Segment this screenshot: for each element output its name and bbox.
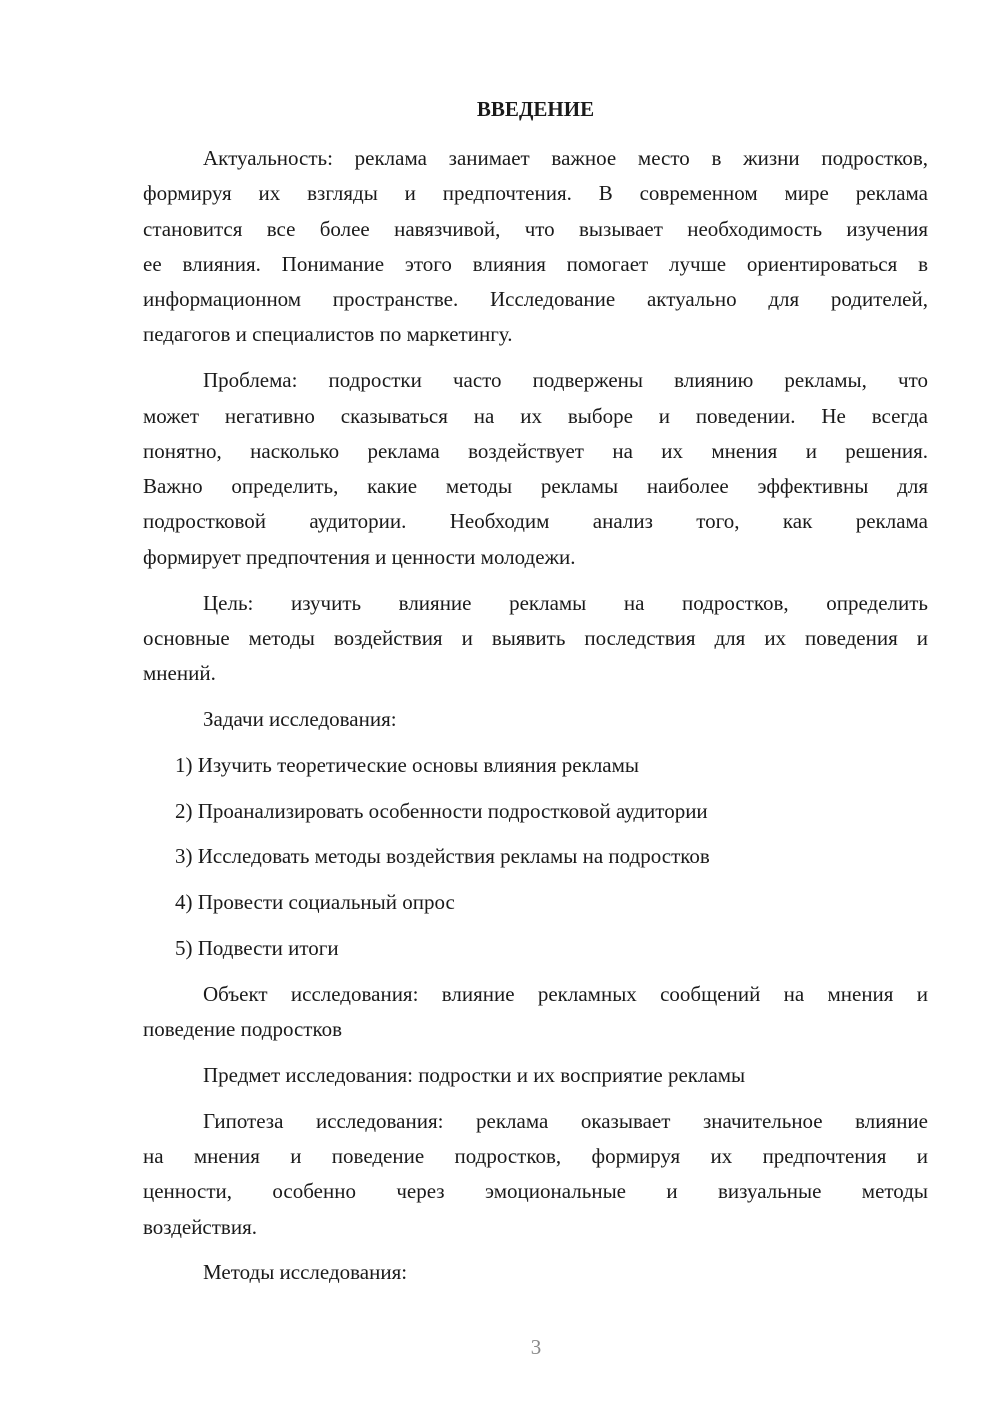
list-item <box>143 748 928 783</box>
section-title: ВВЕДЕНИЕ <box>476 97 595 121</box>
text-line: Предмет исследования: подростки и их восприятие рекламы <box>203 1062 746 1087</box>
text-line: Методы исследования: <box>203 1260 408 1285</box>
text-line: формирует предпочтения и ценности молодежи. <box>143 544 576 569</box>
paragraph <box>143 586 928 692</box>
text-line: Гипотеза исследования: реклама оказывает значительное влияние <box>203 1108 928 1133</box>
list-item <box>143 931 928 966</box>
text-line: понятно, насколько реклама воздействует на их мнения и решения. <box>143 438 928 463</box>
text-line: Проблема: подростки часто подвержены влиянию рекламы, что <box>203 368 928 393</box>
text-line: мнений. <box>143 661 216 686</box>
text-line: Объект исследования: влияние рекламных сообщений на мнения и <box>203 981 928 1006</box>
text-line: 1) Изучить теоретические основы влияния рекламы <box>175 752 640 777</box>
text-line: ее влияния. Понимание этого влияния помогает лучше ориентироваться в <box>143 251 928 276</box>
text-line: Актуальность: реклама занимает важное место в жизни подростков, <box>203 146 928 170</box>
paragraph <box>143 1255 928 1290</box>
text-line: поведение подростков <box>143 1017 343 1042</box>
text-line: Цель: изучить влияние рекламы на подростков, определить <box>203 590 928 615</box>
paragraph <box>143 1104 928 1245</box>
list-item <box>143 839 928 874</box>
text-line: подростковой аудитории. Необходим анализ того, как реклама <box>143 509 928 534</box>
text-line: Важно определить, какие методы рекламы наиболее эффективны для <box>143 474 928 499</box>
list-item <box>143 794 928 829</box>
text-line: основные методы воздействия и выявить последствия для их поведения и <box>143 625 928 650</box>
text-line: информационном пространстве. Исследование актуально для родителей, <box>143 287 928 312</box>
paragraph <box>143 702 928 737</box>
text-line: воздействия. <box>143 1214 257 1239</box>
text-line: 3) Исследовать методы воздействия рекламы на подростков <box>175 844 710 869</box>
text-line: формируя их взгляды и предпочтения. В современном мире реклама <box>143 181 928 206</box>
document-body <box>143 141 928 1291</box>
text-line: ценности, особенно через эмоциональные и визуальные методы <box>143 1179 928 1204</box>
text-line: Задачи исследования: <box>203 706 397 731</box>
text-line: становится все более навязчивой, что вызывает необходимость изучения <box>143 216 928 241</box>
text-line: может негативно сказываться на их выборе и поведении. Не всегда <box>143 403 928 428</box>
page-number: 3 <box>530 1335 542 1359</box>
text-line: 2) Проанализировать особенности подростковой аудитории <box>175 798 708 823</box>
paragraph <box>143 141 928 353</box>
text-line: 5) Подвести итоги <box>175 935 339 960</box>
paragraph <box>143 1058 928 1093</box>
paragraph <box>143 363 928 575</box>
text-line: на мнения и поведение подростков, формируя их предпочтения и <box>143 1143 928 1168</box>
text-line: 4) Провести социальный опрос <box>175 890 455 915</box>
list-item <box>143 885 928 920</box>
paragraph <box>143 977 928 1048</box>
document-page <box>143 92 928 1301</box>
text-line: педагогов и специалистов по маркетингу. <box>143 322 513 347</box>
